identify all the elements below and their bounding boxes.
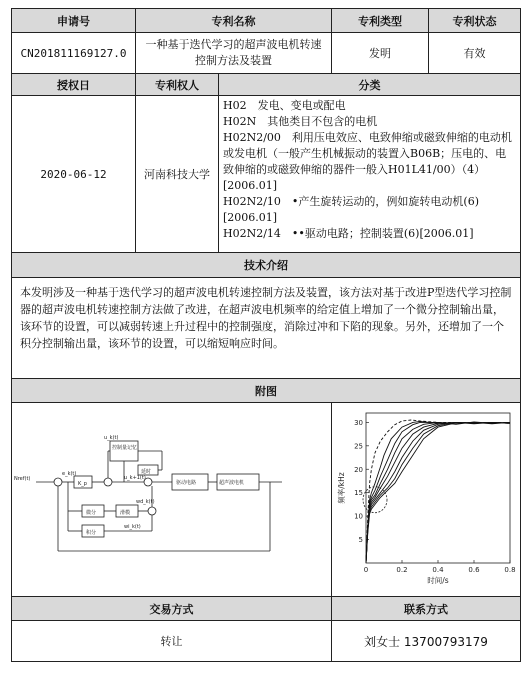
derivative-label: 微分: [86, 510, 97, 517]
classification-item: H02N2/14 ••驱动电路；控制装置(6)[2006.01]: [223, 227, 474, 241]
frequency-response-chart: [332, 403, 521, 590]
classification-item: H02N2/10 •产生旋转运动的，例如旋转电动机(6) [2006.01]: [223, 195, 479, 225]
classification-item: H02N2/00 利用压电效应、电致伸缩或磁致伸缩的电动机或发电机（一般产生机械振动的装置入B06B；压电的、电致伸缩的或磁致伸缩的器件一般入H01L41/00）（4）[2006.01]: [223, 131, 512, 193]
block-diagram-cell: [12, 403, 332, 597]
wi-label: wi_k(t): [124, 524, 141, 531]
patent-name-header: 专利名称: [136, 9, 332, 33]
sum-junction: [104, 478, 112, 486]
series-line-1: [366, 420, 510, 563]
application-no-value: CN201811169127.0: [12, 33, 136, 74]
driver-label: 驱动电路: [176, 480, 197, 487]
x-tick-label: 0.2: [396, 566, 408, 575]
integral-label: 积分: [86, 530, 97, 537]
input-label: Nref(t): [14, 476, 31, 483]
motor-label: 超声波电机: [219, 480, 245, 487]
y-tick-label: 10: [354, 513, 363, 521]
sum-junction: [54, 478, 62, 486]
series-line-7: [366, 423, 510, 564]
error-label: e_k(t): [62, 471, 77, 478]
y-tick-label: 20: [354, 466, 363, 475]
grant-date-header: 授权日: [12, 73, 136, 95]
series-line-2: [366, 422, 510, 564]
patent-status-header: 专利状态: [429, 9, 521, 33]
classification-item: H02N 其他类目不包含的电机: [223, 115, 378, 129]
u-prev-label: u_k(t): [104, 435, 119, 442]
x-tick-label: 0.6: [468, 566, 480, 575]
patent-type-value: 发明: [332, 33, 429, 74]
u-next-label: u_k+1(t): [124, 475, 146, 482]
patent-status-value: 有效: [429, 33, 521, 74]
wd-label: wd_k(t): [136, 499, 155, 506]
patentee-value: 河南科技大学: [136, 96, 219, 253]
x-tick-label: 0.4: [432, 566, 444, 575]
contact-header: 联系方式: [332, 597, 521, 621]
grant-date-value: 2020-06-12: [12, 96, 136, 253]
y-axis-label: 频率/kHz: [337, 472, 346, 505]
x-axis-label: 时间/s: [427, 576, 449, 586]
smooth-label: 滑模: [120, 510, 131, 517]
block-diagram: [12, 403, 330, 590]
figures-header: 附图: [12, 379, 521, 403]
memory-label: 控制量记忆: [112, 445, 138, 452]
x-tick-label: 0: [363, 566, 369, 575]
introduction-header: 技术介绍: [12, 253, 521, 277]
patent-name-value: 一种基于迭代学习的超声波电机转速控制方法及装置: [136, 33, 332, 74]
gain-label: K_p: [78, 481, 87, 488]
introduction-text: 本发明涉及一种基于迭代学习的超声波电机转速控制方法及装置，该方法对基于改进P型迭代学习控制器的超声波电机转速控制方法做了改进，在超声波电机频率的给定值上增加了一个微分控制输出量，该环节的设置，可以减弱转速上升过程中的控制强度，消除过冲和下陷的现象。另外，还增加了一个积分控制输出量，该环节的设置，可以缩短响应时间。: [12, 277, 521, 378]
memory-block: [110, 441, 138, 461]
series-line-3: [366, 422, 510, 563]
sum-junction: [148, 507, 156, 515]
patent-type-header: 专利类型: [332, 9, 429, 33]
series-line-6: [366, 423, 510, 564]
classification-header: 分类: [219, 73, 521, 95]
transaction-value: 转让: [12, 621, 332, 662]
series-line-4: [366, 423, 510, 564]
classification-item: H02 发电、变电或配电: [223, 99, 346, 113]
y-tick-label: 15: [354, 489, 363, 498]
contact-value: 刘女士 13700793179: [332, 621, 521, 662]
patent-info-table: [11, 8, 521, 662]
y-tick-label: 5: [358, 536, 363, 545]
series-line-5: [366, 423, 510, 564]
application-no-header: 申请号: [12, 9, 136, 33]
patentee-header: 专利权人: [136, 73, 219, 95]
classification-list: [219, 96, 521, 253]
y-tick-label: 30: [354, 419, 363, 428]
series-line-8: [366, 423, 510, 564]
chart-cell: [332, 403, 521, 597]
x-tick-label: 0.8: [504, 566, 516, 575]
delay-label: 延时: [141, 469, 152, 476]
transaction-header: 交易方式: [12, 597, 332, 621]
y-tick-label: 25: [354, 442, 363, 451]
